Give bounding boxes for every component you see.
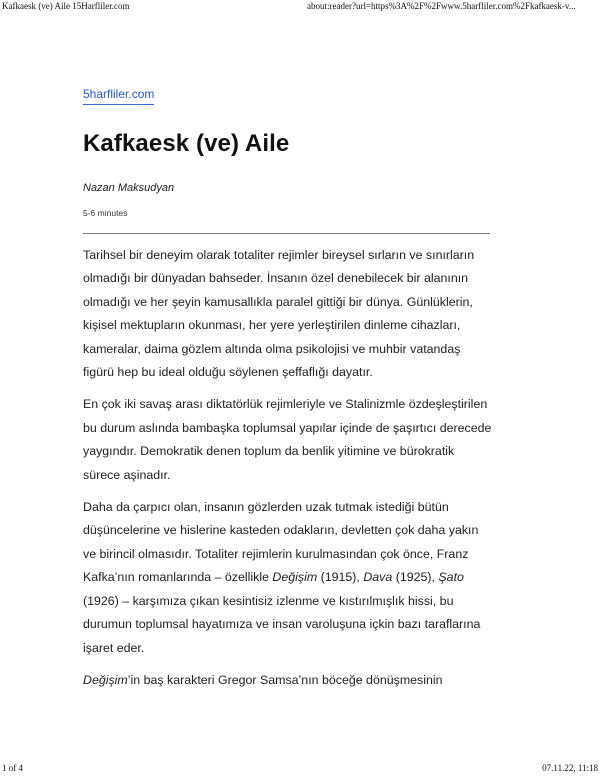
- page-number: 1 of 4: [2, 763, 23, 773]
- source-domain-link[interactable]: 5harfliler.com: [83, 86, 154, 105]
- header-divider: [83, 233, 490, 234]
- paragraph-1: Tarihsel bir deneyim olarak totaliter rejimler bireysel sırların ve sınırların olmadığı bir dünyadan bahseder. İnsanın özel denebilecek bir alanının olmadığı ve her şeyin kamusallıkla paralel gittiği bir dünya. Günlüklerin, kişisel mektupların okunması, her yere yerleştirilen dinleme cihazları, kameralar, daima gözlem altında olma psikolojisi ve muhbir vatandaş figürü hep bu ideal olduğu söylenen şeffaflığı dayatır.: [83, 248, 475, 380]
- reader-article: [83, 85, 493, 701]
- article-title: Kafkaesk (ve) Aile: [83, 130, 290, 157]
- paragraph-4: [83, 669, 493, 692]
- book-title-degisim-2: Değişim: [83, 672, 128, 687]
- print-header-url: about:reader?url=https%3A%2F%2Fwww.5harfliler.com%2Fkafkaesk-v...: [307, 1, 576, 11]
- print-timestamp: 07.11.22, 11:18: [542, 763, 598, 773]
- paragraph-4-text: ’in baş karakteri Gregor Samsa’nın böceğe dönüşmesinin: [127, 672, 443, 687]
- paragraph-3-text-a: Daha da çarpıcı olan, insanın gözlerden uzak tutmak istediği bütün düşüncelerine ve hislerine kasteden odakların, devletten çok daha yakın ve birincil olmasıdır. Totaliter rejimlerin kurulmasından çok önce, Franz Kafka’nın romanlarında – özellikle: [83, 500, 479, 585]
- article-author: Nazan Maksudyan: [83, 182, 175, 194]
- print-footer: [0, 762, 600, 776]
- paragraph-3-text-c: (1925),: [392, 570, 439, 585]
- paragraph-3: [83, 496, 493, 660]
- article-content: [83, 244, 493, 692]
- reading-time: 5-6 minutes: [83, 208, 128, 218]
- book-title-sato: Şato: [438, 570, 464, 585]
- book-title-degisim: Değişim: [272, 570, 318, 585]
- paragraph-2: En çok iki savaş arası diktatörlük rejimleriyle ve Stalinizmle özdeşleştirilen bu durum aslında bambaşka toplumsal yapılar içinde de şaşırtıcı derecede yaygındır. Demokratik denen toplum da benlik yitimine ve bürokratik sürece aşinadır.: [83, 397, 492, 482]
- paragraph-3-text-d: (1926) – karşımıza çıkan kesintisiz izlenme ve kıstırılmışlık hissi, bu durumun toplumsal hayatımıza ve insan varoluşuna içkin bazı taraflarına işaret eder.: [83, 593, 481, 655]
- book-title-dava: Dava: [363, 570, 393, 585]
- print-header-page-title: Kafkaesk (ve) Aile 15Harfliler.com: [2, 1, 130, 11]
- print-header: [0, 0, 600, 14]
- paragraph-3-text-b: (1915),: [317, 570, 364, 585]
